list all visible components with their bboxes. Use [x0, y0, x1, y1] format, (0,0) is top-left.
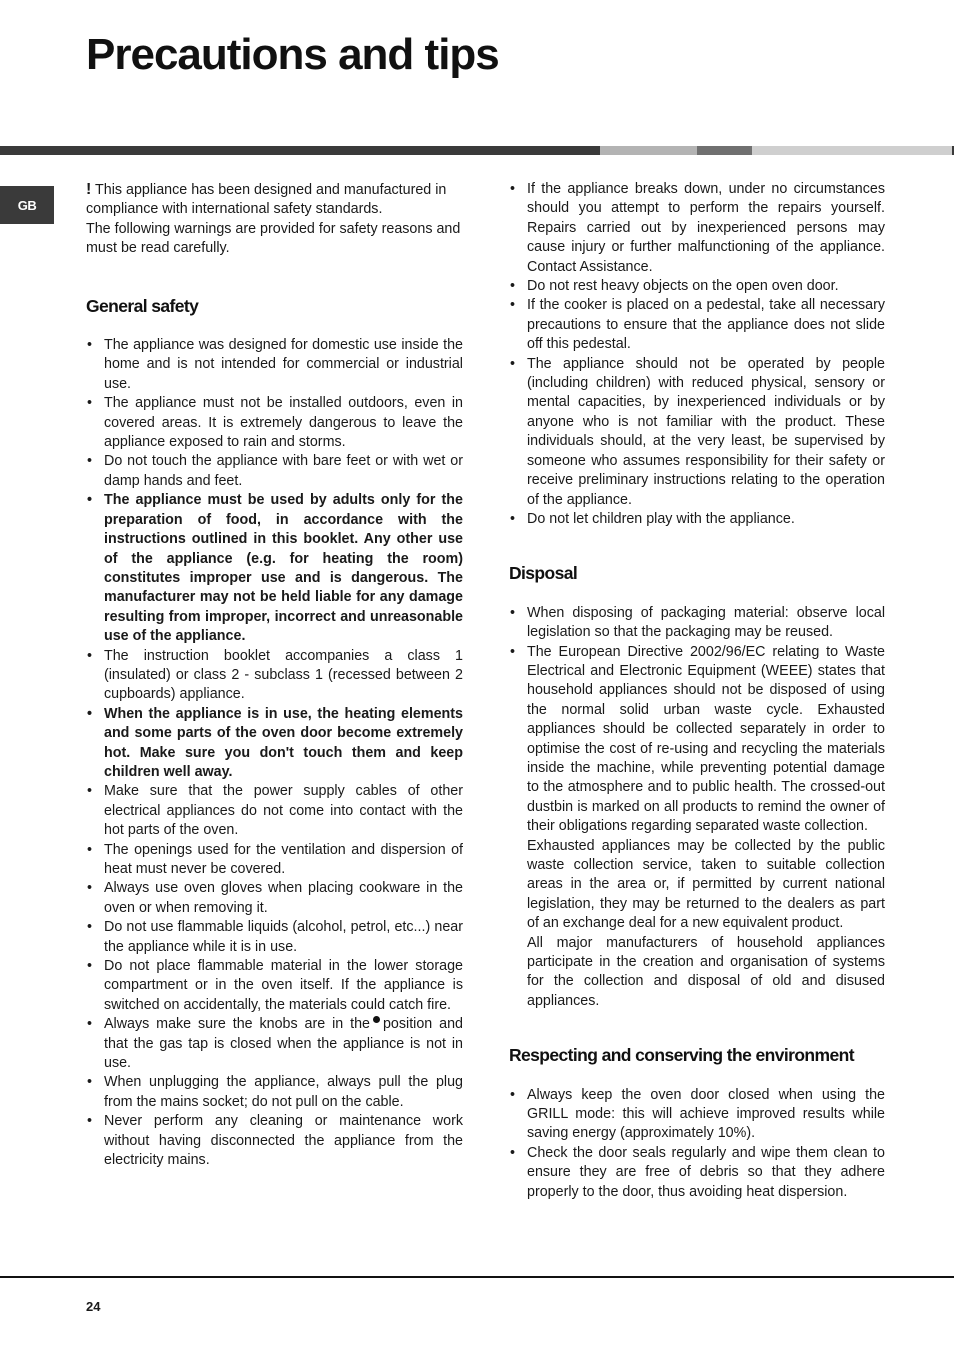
- environment-list: [509, 1086, 885, 1202]
- footer-rule: [0, 1276, 954, 1278]
- knob-text-start: Always make sure the knobs are in the: [104, 1016, 370, 1033]
- list-item: • Always keep the oven door closed when using the GRILL mode: this will achieve improved results while saving energy (approximately 10%).: [509, 1086, 885, 1144]
- list-item: • The appliance must be used by adults only for the preparation of food, in accordance with the instructions outlined in this booklet. Any other use of the appliance (e.g. for heating the room) constitutes improper use and is dangerous. The manufacturer may not be held liable for any damage resulting from improper, incorrect and unreasonable use of the appliance.: [86, 491, 463, 646]
- list-item: • Do not place flammable material in the lower storage compartment or in the oven itself. If the appliance is switched on accidentally, the materials could catch fire.: [86, 957, 463, 1015]
- list-item: • When the appliance is in use, the heating elements and some parts of the oven door become extremely hot. Make sure you don't touch them and keep children well away.: [86, 705, 463, 783]
- list-item: • Check the door seals regularly and wipe them clean to ensure they are free of debris so that they adhere properly to the door, thus avoiding heat dispersion.: [509, 1144, 885, 1202]
- knob-off-dot-icon: [373, 1016, 380, 1023]
- list-item: • Do not use flammable liquids (alcohol, petrol, etc...) near the appliance while it is in use.: [86, 918, 463, 957]
- bar-segment-dark: [0, 146, 600, 155]
- intro-line-1: This appliance has been designed and manufactured in compliance with international safety standards.: [86, 182, 447, 218]
- list-item: • Always use oven gloves when placing cookware in the oven or when removing it.: [86, 879, 463, 918]
- intro-line-2: The following warnings are provided for safety reasons and must be read carefully.: [86, 220, 461, 257]
- page-title: Precautions and tips: [86, 30, 499, 79]
- list-item: • The European Directive 2002/96/EC relating to Waste Electrical and Electronic Equipment (WEEE) states that household appliances should not be disposed of using the normal solid urban waste cycle. Exhausted appliances should be collected separately in order to optimise the cost of re-using and recycling the materials inside the machine, while preventing potential damage to the atmosphere and to public health. The crossed-out dustbin is marked on all products to remind the owner of their obligations regarding separated waste collection.: [509, 643, 885, 837]
- page-number: 24: [86, 1299, 101, 1314]
- general-safety-list: [86, 336, 463, 1170]
- list-item: • The appliance should not be operated by people (including children) with reduced physical, sensory or mental capacities, by inexperienced individuals or by anyone who is not familiar with the product. These individuals should, at the very least, be supervised by someone who assumes responsibility for their safety or receive preliminary instructions relating to the operation of the appliance.: [509, 355, 885, 510]
- list-item: • The appliance was designed for domestic use inside the home and is not intended for commercial or industrial use.: [86, 336, 463, 394]
- general-safety-heading: General safety: [86, 295, 199, 316]
- knob-text-end: position and that the gas tap is closed when the appliance is not in use.: [104, 1016, 463, 1072]
- list-item: • The openings used for the ventilation and dispersion of heat must never be covered.: [86, 841, 463, 880]
- disposal-list: [509, 604, 885, 1012]
- list-item: • If the appliance breaks down, under no circumstances should you attempt to perform the repairs yourself. Repairs carried out by inexperienced persons may cause injury or further malfunctioning of the appliance. Contact Assistance.: [509, 180, 885, 277]
- list-item: • Do not touch the appliance with bare feet or with wet or damp hands and feet.: [86, 452, 463, 491]
- intro-paragraph: [86, 180, 463, 259]
- bar-segment-pale: [752, 146, 952, 155]
- list-item: • When unplugging the appliance, always pull the plug from the mains socket; do not pull on the cable.: [86, 1073, 463, 1112]
- list-item-continued: Exhausted appliances may be collected by the public waste collection service, taken to suitable collection areas in the area or, if permitted by current national legislation, they may be returned to the dealers as part of an exchange deal for a new equivalent product.: [527, 837, 885, 932]
- list-item: • Never perform any cleaning or maintenance work without having disconnected the appliance from the electricity mains.: [86, 1112, 463, 1170]
- language-tab: GB: [0, 186, 54, 224]
- bar-segment-mid: [697, 146, 752, 155]
- right-column: [509, 180, 885, 1202]
- list-item: • Do not rest heavy objects on the open oven door.: [509, 277, 885, 296]
- header-color-bar: [0, 146, 954, 155]
- list-item: • Make sure that the power supply cables of other electrical appliances do not come into contact with the hot parts of the oven.: [86, 782, 463, 840]
- left-column: [86, 180, 463, 1171]
- disposal-heading: Disposal: [509, 563, 578, 584]
- list-item: • Do not let children play with the appliance.: [509, 510, 885, 529]
- general-safety-list-continued: [509, 180, 885, 529]
- list-item-knob-position: [86, 1015, 463, 1073]
- list-item: • When disposing of packaging material: observe local legislation so that the packaging may be reused.: [509, 604, 885, 643]
- list-item: • The appliance must not be installed outdoors, even in covered areas. It is extremely dangerous to leave the appliance exposed to rain and storms.: [86, 394, 463, 452]
- list-item-continued: All major manufacturers of household appliances participate in the creation and organisation of systems for the collection and disposal of old and disused appliances.: [527, 934, 885, 1009]
- warning-mark: !: [86, 181, 92, 198]
- bar-segment-light: [600, 146, 697, 155]
- environment-heading: Respecting and conserving the environment: [509, 1045, 854, 1066]
- list-item: • The instruction booklet accompanies a class 1 (insulated) or class 2 - subclass 1 (recessed between 2 cupboards) appliance.: [86, 647, 463, 705]
- list-item: • If the cooker is placed on a pedestal, take all necessary precautions to ensure that the appliance does not slide off this pedestal.: [509, 296, 885, 354]
